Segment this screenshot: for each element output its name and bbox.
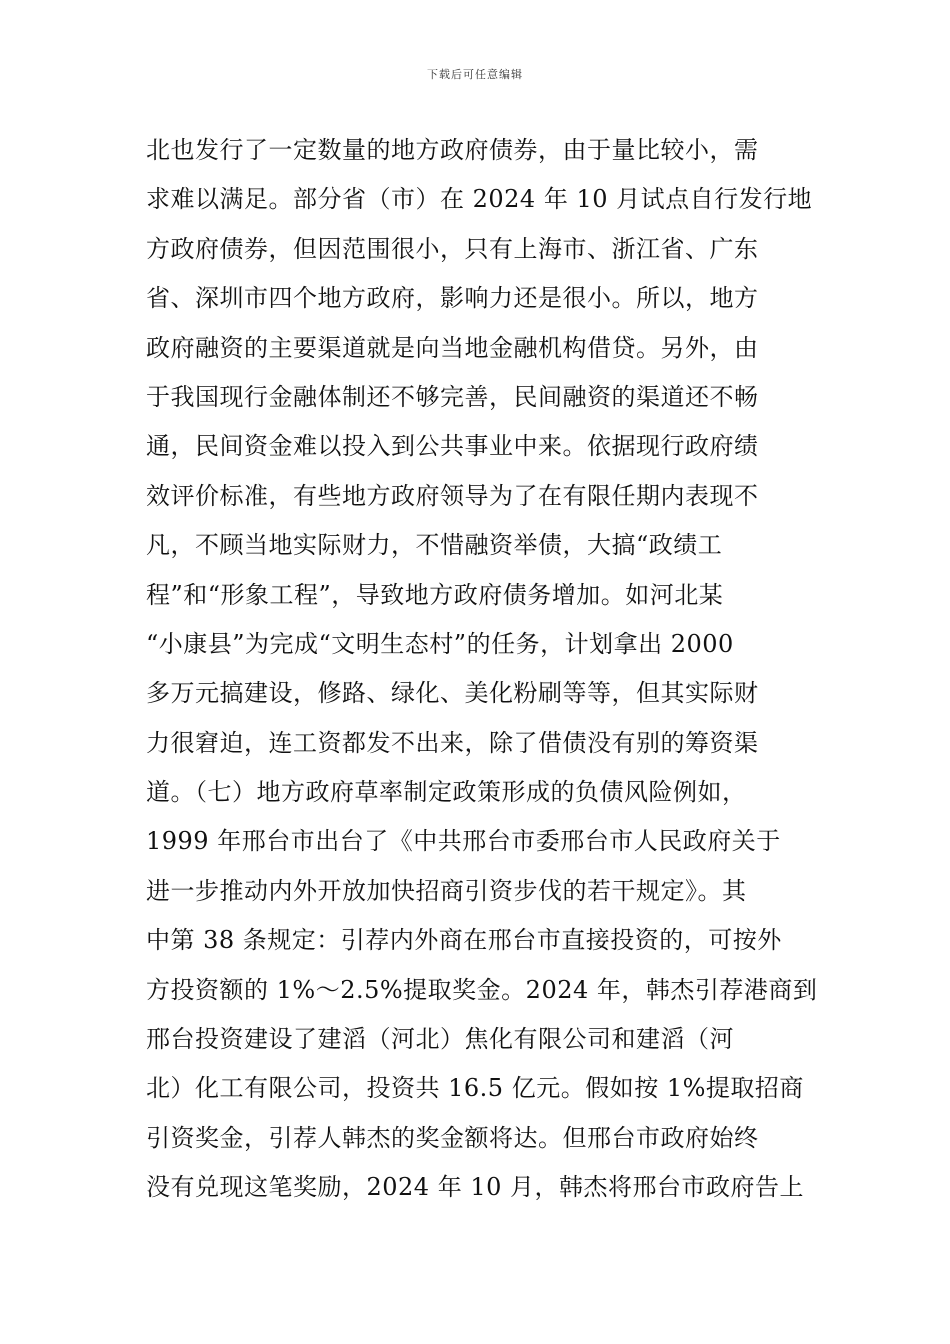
text-line: 通，民间资金难以投入到公共事业中来。依据现行政府绩 (146, 432, 759, 461)
text-line: 效评价标准，有些地方政府领导为了在有限任期内表现不 (146, 481, 759, 510)
text-line: 进一步推动内外开放加快招商引资步伐的若干规定》。其 (146, 876, 747, 905)
text-line: 省、深圳市四个地方政府，影响力还是很小。所以，地方 (146, 284, 759, 313)
text-line: 1999 年邢台市出台了《中共邢台市委邢台市人民政府关于 (146, 827, 781, 856)
header-note: 下载后可任意编辑 (427, 68, 523, 81)
text-line: 邢台投资建设了建滔（河北）焦化有限公司和建滔（河 (146, 1025, 734, 1054)
text-line: 凡，不顾当地实际财力，不惜融资举债，大搞“政绩工 (146, 531, 723, 560)
text-line: 北）化工有限公司，投资共 16.5 亿元。假如按 1%提取招商 (146, 1074, 804, 1103)
text-line: 政府融资的主要渠道就是向当地金融机构借贷。另外，由 (146, 333, 759, 362)
text-line: “小康县”为完成“文明生态村”的任务，计划拿出 2000 (146, 629, 734, 658)
text-line: 方政府债券，但因范围很小，只有上海市、浙江省、广东 (146, 234, 759, 263)
text-line: 程”和“形象工程”，导致地方政府债务增加。如河北某 (146, 580, 724, 609)
text-line: 引资奖金，引荐人韩杰的奖金额将达。但邢台市政府始终 (146, 1123, 759, 1152)
text-line: 道。（七）地方政府草率制定政策形成的负债风险例如， (146, 778, 747, 807)
text-line: 方投资额的 1%～2.5%提取奖金。2024 年，韩杰引荐港商到 (146, 975, 818, 1004)
text-line: 中第 38 条规定：引荐内外商在邢台市直接投资的，可按外 (146, 926, 782, 955)
text-line: 北也发行了一定数量的地方政府债券，由于量比较小，需 (146, 136, 759, 164)
body-text (146, 126, 816, 1213)
text-line: 没有兑现这笔奖励，2024 年 10 月，韩杰将邢台市政府告上 (146, 1173, 805, 1202)
text-line: 于我国现行金融体制还不够完善，民间融资的渠道还不畅 (146, 382, 759, 411)
text-line: 求难以满足。部分省（市）在 2024 年 10 月试点自行发行地 (146, 185, 813, 214)
text-line: 力很窘迫，连工资都发不出来，除了借债没有别的筹资渠 (146, 728, 759, 757)
text-line: 多万元搞建设，修路、绿化、美化粉刷等等，但其实际财 (146, 679, 759, 708)
